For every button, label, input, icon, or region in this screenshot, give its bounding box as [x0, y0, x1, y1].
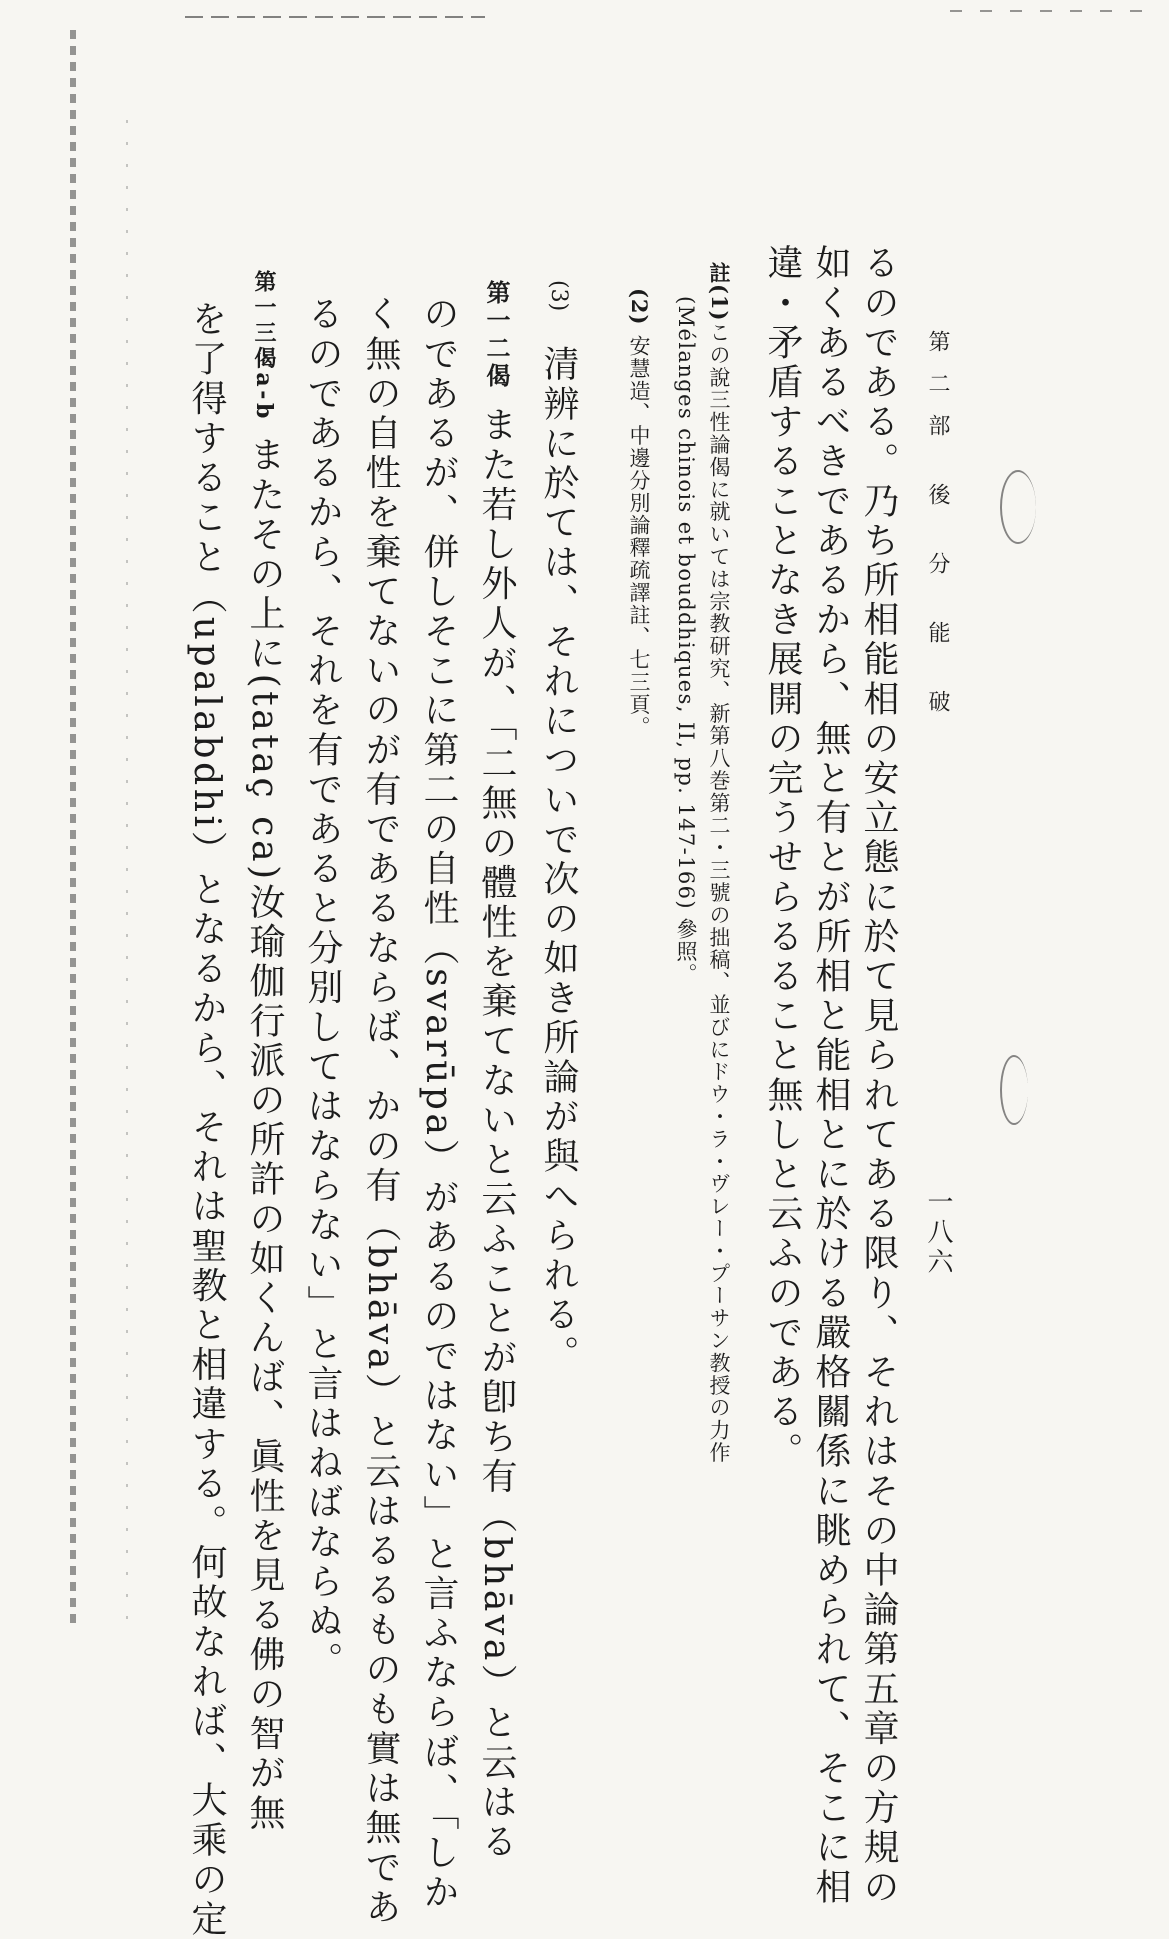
text-line: を了得すること（upalabdhi）となるから、それは聖教と相違する。何故なれば、大乘の定	[186, 300, 227, 1939]
scan-artifact	[185, 16, 485, 18]
verse-12-line	[476, 280, 517, 1863]
footnote-label: 註(1)	[707, 262, 732, 322]
footnote-text: この說三性論偈に就いては宗教研究、新第八巻第二・三號の拙稿、並びにドウ・ラ・ヴレー・プーサン教授の力作	[707, 321, 731, 1464]
text-line: のであるが、併しそこに第二の自性（svarūpa）があるのではない」と言ふならば、「しか	[418, 295, 459, 1913]
verse-text: またその上に(tataç ca)汝瑜伽行派の所許の如くんば、眞性を見る佛の智が無	[244, 435, 285, 1834]
binding-shadow	[126, 120, 128, 1620]
text-line: るのである。乃ち所相能相の安立態に於て見られてある限り、それはその中論第五章の方規の	[858, 244, 899, 1908]
text-line: るのであるから、それを有であると分別してはならない」と言はねばならぬ。	[302, 295, 343, 1681]
note-3-line	[538, 280, 579, 1375]
page-number: 一八六	[923, 1188, 953, 1278]
footnote-2	[628, 288, 650, 739]
binding-edge	[70, 30, 76, 1630]
verse-label: 第一三偈a-b	[251, 270, 277, 422]
verse-13-line	[244, 270, 285, 1834]
scan-artifact	[950, 10, 1150, 12]
verse-text: また若し外人が、「二無の體性を棄てないと云ふことが卽ち有（bhāva）と云はる	[476, 406, 517, 1863]
footnote-1	[708, 262, 730, 1464]
margin-mark	[1000, 470, 1036, 544]
verse-label: 第一二偈	[482, 280, 511, 391]
text-line: 如くあるべきであるから、無と有とが所相と能相とに於ける嚴格關係に眺められて、そこに相	[810, 244, 851, 1908]
text-line: 違・矛盾することなき展開の完うせらるること無しと云ふのである。	[762, 244, 803, 1472]
running-title: 第二部 後 分 能 破	[925, 330, 950, 732]
footnote-continuation: (Mélanges chinois et bouddhiques, II, pp. 147-166) 參照。	[674, 296, 698, 986]
note-3-text: 清辨に於ては、それについで次の如き所論が與へられる。	[538, 345, 579, 1375]
margin-mark	[1000, 1055, 1028, 1125]
note-3-label: (3)	[546, 280, 571, 312]
footnote-text: 安慧造、中邊分別論釋疏譯註、七三頁。	[627, 335, 651, 739]
text-line: く無の自性を棄てないのが有であるならば、かの有（bhāva）と云はるるものも實は無であ	[360, 295, 401, 1928]
footnote-label: (2)	[627, 288, 652, 326]
